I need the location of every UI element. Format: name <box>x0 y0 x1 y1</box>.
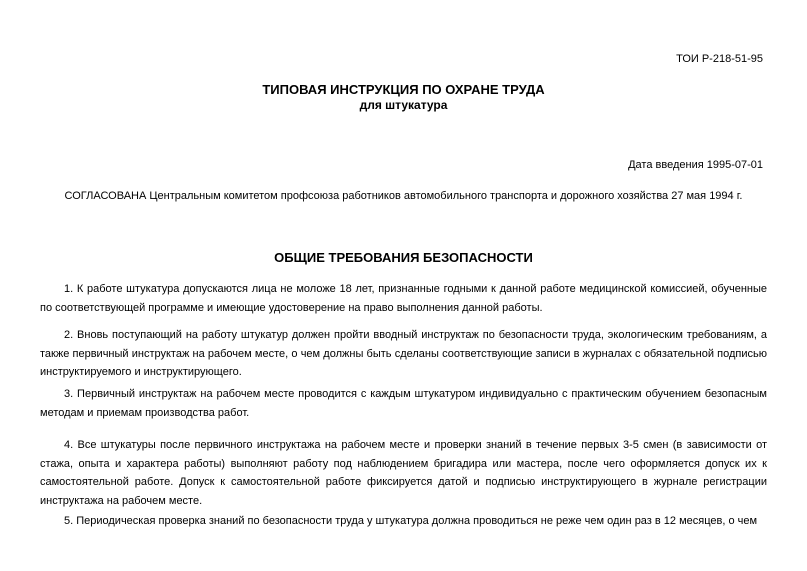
paragraph-5: 5. Периодическая проверка знаний по безопасности труда у штукатура должна проводиться не реже чем один раз в 12 месяцев, о чем <box>64 515 758 527</box>
document-code: ТОИ Р-218-51-95 <box>676 53 763 65</box>
approval-note: СОГЛАСОВАНА Центральным комитетом профсоюза работников автомобильного транспорта и дорожного хозяйства 27 мая 1994 г. <box>64 190 743 202</box>
paragraph-2: 2. Вновь поступающий на работу штукатур должен пройти вводный инструктаж по безопасности труда, экологическим требованиям, а также первичный инструктаж на рабочем месте, о чем должны быть сделаны соответствующие записи в журналах с обязательной подписью инструктируемого и инструктирующего. <box>40 329 767 378</box>
title-main: ТИПОВАЯ ИНСТРУКЦИЯ ПО ОХРАНЕ ТРУДА <box>262 82 545 97</box>
paragraph-3: 3. Первичный инструктаж на рабочем месте проводится с каждым штукатуром индивидуально с практическим обучением безопасным методам и приемам производства работ. <box>40 388 767 419</box>
section-heading: ОБЩИЕ ТРЕБОВАНИЯ БЕЗОПАСНОСТИ <box>274 250 533 265</box>
paragraph-1: 1. К работе штукатура допускаются лица не моложе 18 лет, признанные годными к данной работе медицинской комиссией, обученные по соответствующей программе и имеющие удостоверение на право выполнения данной работы. <box>40 283 767 314</box>
title-subtitle: для штукатура <box>359 98 448 112</box>
introduction-date: Дата введения 1995-07-01 <box>628 159 763 171</box>
document-title <box>0 82 807 113</box>
paragraph-4: 4. Все штукатуры после первичного инструктажа на рабочем месте и проверки знаний в течение первых 3-5 смен (в зависимости от стажа, опыта и характера работы) выполняют работу под наблюдением бригадира или мастера, после чего оформляется допуск их к самостоятельной работе. Допуск к самостоятельной работе фиксируется датой и подписью инструктирующего в журнале регистрации инструктажа на рабочем месте. <box>40 439 767 507</box>
